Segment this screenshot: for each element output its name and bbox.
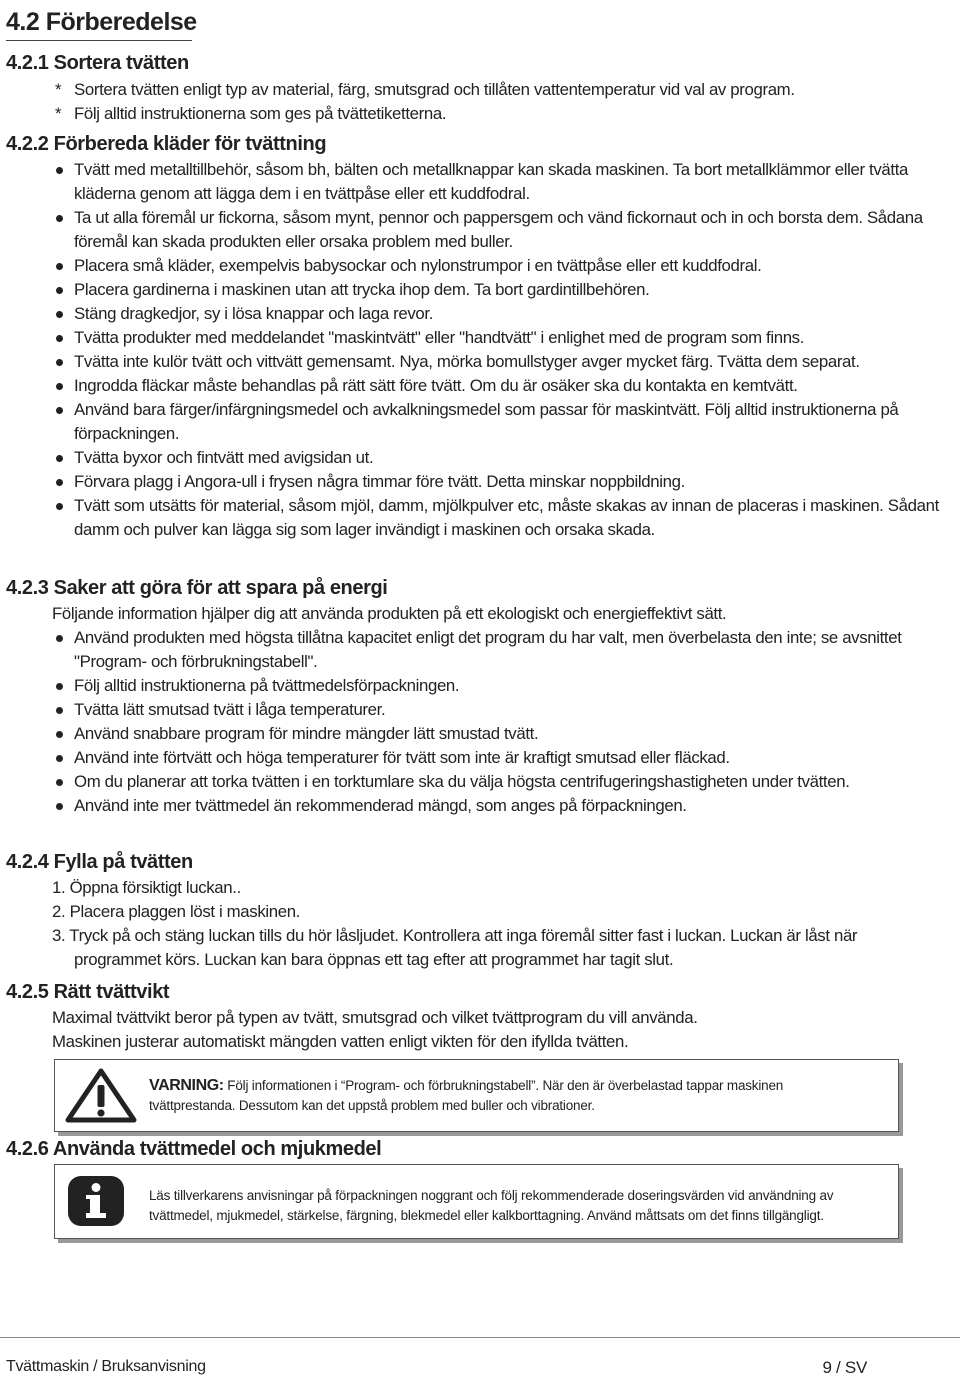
list-item: * Sortera tvätten enligt typ av material, färg, smutsgrad och tillåten vattentemperatur vid val av program. — [52, 78, 947, 102]
list-item: Placera gardinerna i maskinen utan att trycka ihop dem. Ta bort gardintillbehören. — [52, 278, 947, 302]
load-steps — [52, 876, 947, 972]
subsection-title-weight: 4.2.5 Rätt tvättvikt — [6, 981, 170, 1003]
list-item: Använd inte mer tvättmedel än rekommenderad mängd, som anges på förpackningen. — [52, 794, 947, 818]
sort-list — [52, 78, 947, 126]
list-item: Tvätta lätt smutsad tvätt i låga temperaturer. — [52, 698, 947, 722]
list-item: Ingrodda fläckar måste behandlas på rätt sätt före tvätt. Om du är osäker ska du kontakta en kemtvätt. — [52, 374, 947, 398]
step-item: 2. Placera plaggen löst i maskinen. — [52, 902, 301, 921]
subsection-title-sort: 4.2.1 Sortera tvätten — [6, 52, 189, 74]
subsection-title-detergent: 4.2.6 Använda tvättmedel och mjukmedel — [6, 1138, 382, 1160]
warning-text: Följ informationen i “Program- och förbrukningstabell”. När den är överbelastad tappar maskinen tvättprestanda. Dessutom kan det uppstå problem med buller och vibrationer. — [149, 1078, 784, 1113]
energy-list — [52, 626, 947, 818]
info-icon — [67, 1175, 125, 1232]
list-item: Använd snabbare program för mindre mängder lätt smustad tvätt. — [52, 722, 947, 746]
step-item: 3. Tryck på och stäng luckan tills du hör låsljudet. Kontrollera att inga föremål sitter fast i luckan. Luckan är låst när programmet körs. Luckan kan bara öppnas ett tag efter att programmet har tagit slut. — [52, 926, 858, 969]
warning-box — [54, 1059, 899, 1132]
warning-label: VARNING: — [149, 1077, 224, 1094]
subsection-title-load: 4.2.4 Fylla på tvätten — [6, 851, 193, 873]
list-item: Använd inte förtvätt och höga temperaturer för tvätt som inte är kraftigt smutsad eller fläckad. — [52, 746, 947, 770]
heading-underline — [6, 40, 192, 41]
info-box — [54, 1164, 899, 1239]
list-item: Placera små kläder, exempelvis babysockar och nylonstrumpor i en tvättpåse eller ett kuddfodral. — [52, 254, 947, 278]
list-item: Tvätta produkter med meddelandet "maskintvätt" eller "handtvätt" i enlighet med de program som finns. — [52, 326, 947, 350]
info-text: Läs tillverkarens anvisningar på förpackningen noggrant och följ rekommenderade doseringsvärden vid användning av tvättmedel, mjukmedel, stärkelse, färgning, blekmedel eller kalkborttagning. Använd måttsats om det finns tillgängligt. — [149, 1188, 834, 1223]
list-item: Tvätt med metalltillbehör, såsom bh, bälten och metallknappar kan skada maskinen. Ta bort metallklämmor eller tvätta kläderna genom att lägga dem i en tvättpåse eller ett kuddfodral. — [52, 158, 947, 206]
weight-line: Maskinen justerar automatiskt mängden vatten enligt vikten för den ifyllda tvätten. — [52, 1032, 629, 1051]
warning-icon — [65, 1067, 137, 1128]
footer-divider — [0, 1337, 960, 1338]
list-item: Följ alltid instruktionerna på tvättmedelsförpackningen. — [52, 674, 947, 698]
subsection-title-prepare: 4.2.2 Förbereda kläder för tvättning — [6, 133, 327, 155]
energy-intro: Följande information hjälper dig att använda produkten på ett ekologiskt och energieffektivt sätt. — [52, 604, 727, 623]
weight-line: Maximal tvättvikt beror på typen av tvätt, smutsgrad och vilket tvättprogram du vill använda. — [52, 1008, 698, 1027]
footer-page-number: 9 / SV — [822, 1358, 867, 1377]
list-item: Förvara plagg i Angora-ull i frysen några timmar före tvätt. Detta minskar noppbildning. — [52, 470, 947, 494]
list-item: Om du planerar att torka tvätten i en torktumlare ska du välja högsta centrifugeringshastigheten under tvätten. — [52, 770, 947, 794]
list-item: Ta ut alla föremål ur fickorna, såsom mynt, pennor och pappersgem och vänd fickornaut och in och borsta dem. Sådana föremål kan skada produkten eller orsaka problem med buller. — [52, 206, 947, 254]
subsection-title-energy: 4.2.3 Saker att göra för att spara på energi — [6, 577, 388, 599]
footer-manual-title: Tvättmaskin / Bruksanvisning — [6, 1358, 206, 1375]
step-item: 1. Öppna försiktigt luckan.. — [52, 878, 241, 897]
list-item: Tvätt som utsätts för material, såsom mjöl, damm, mjölkpulver etc, måste skakas av innan de placeras i maskinen. Sådant damm och pulver kan lägga sig som lager invändigt i maskinen och orsaka skada. — [52, 494, 947, 542]
list-item: Använd produkten med högsta tillåtna kapacitet enligt det program du har valt, men överbelasta den inte; se avsnittet "Program- och förbrukningstabell". — [52, 626, 947, 674]
list-item: Tvätta inte kulör tvätt och vittvätt gemensamt. Nya, mörka bomullstyger avger mycket färg. Tvätta dem separat. — [52, 350, 947, 374]
section-heading: 4.2 Förberedelse — [6, 8, 197, 36]
list-item: Stäng dragkedjor, sy i lösa knappar och laga revor. — [52, 302, 947, 326]
list-item: Använd bara färger/infärgningsmedel och avkalkningsmedel som passar för maskintvätt. Följ alltid instruktionerna på förpackningen. — [52, 398, 947, 446]
list-item: * Följ alltid instruktionerna som ges på tvättetiketterna. — [52, 102, 947, 126]
prepare-list — [52, 158, 947, 542]
list-item: Tvätta byxor och fintvätt med avigsidan ut. — [52, 446, 947, 470]
